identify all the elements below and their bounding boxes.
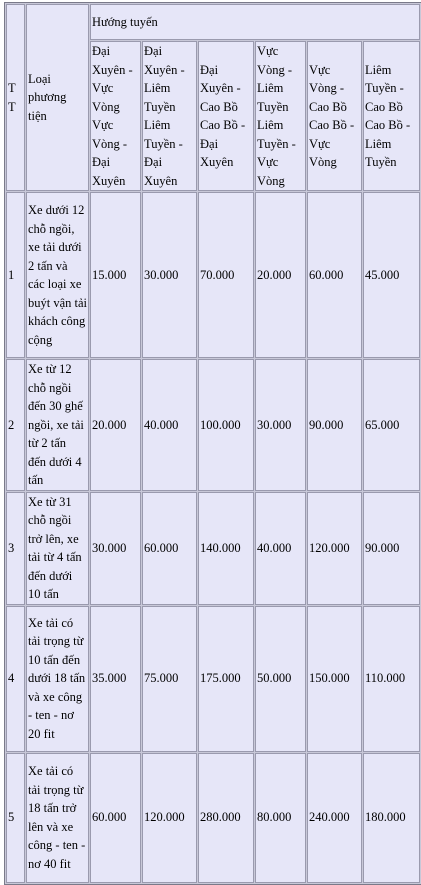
fee-cell: 140.000 [198,492,254,605]
fee-cell: 280.000 [198,753,254,883]
table-row [6,606,420,752]
row-number: 2 [6,359,25,491]
fee-cell: 90.000 [307,359,362,491]
header-route: Vực Vòng - Cao Bồ Cao Bồ - Vực Vòng [307,41,362,191]
fee-cell: 20.000 [255,192,306,358]
row-number: 1 [6,192,25,358]
fee-cell: 175.000 [198,606,254,752]
fee-cell: 120.000 [307,492,362,605]
row-number: 5 [6,753,25,883]
fee-cell: 60.000 [142,492,197,605]
vehicle-type-cell: Xe tải có tải trọng từ 10 tấn đến dưới 18 tấn và xe công - ten - nơ 20 fit [26,606,89,752]
fee-cell: 80.000 [255,753,306,883]
fee-cell: 15.000 [90,192,141,358]
fee-cell: 30.000 [255,359,306,491]
fee-cell: 45.000 [363,192,420,358]
header-row-1 [6,4,420,40]
vehicle-type-cell: Xe dưới 12 chỗ ngồi, xe tải dưới 2 tấn và các loại xe buýt vận tải khách công cộng [26,192,89,358]
vehicle-type-cell: Xe từ 31 chỗ ngồi trở lên, xe tải từ 4 tấn đến dưới 10 tấn [26,492,89,605]
table-row [6,753,420,883]
header-vehicle-type: Loại phương tiện [26,4,89,191]
header-tt: TT [6,4,25,191]
header-route: Đại Xuyên - Vực Vòng Vực Vòng - Đại Xuyên [90,41,141,191]
table-row [6,359,420,491]
fee-cell: 180.000 [363,753,420,883]
fee-cell: 60.000 [90,753,141,883]
header-route: Đại Xuyên - Liêm Tuyền Liêm Tuyền - Đại Xuyên [142,41,197,191]
vehicle-type-cell: Xe tải có tải trọng từ 18 tấn trở lên và xe công - ten - nơ 40 fit [26,753,89,883]
fee-cell: 50.000 [255,606,306,752]
fee-cell: 40.000 [142,359,197,491]
fee-cell: 30.000 [90,492,141,605]
header-routes-group: Hướng tuyến [90,4,420,40]
fee-cell: 30.000 [142,192,197,358]
vehicle-type-cell: Xe từ 12 chỗ ngồi đến 30 ghế ngồi, xe tải từ 2 tấn đến dưới 4 tấn [26,359,89,491]
fee-cell: 90.000 [363,492,420,605]
table-row [6,492,420,605]
fee-cell: 40.000 [255,492,306,605]
fee-cell: 35.000 [90,606,141,752]
fee-cell: 120.000 [142,753,197,883]
fee-cell: 70.000 [198,192,254,358]
fee-cell: 240.000 [307,753,362,883]
fee-cell: 110.000 [363,606,420,752]
header-route: Vực Vòng - Liêm Tuyền Liêm Tuyền - Vực Vòng [255,41,306,191]
header-route: Liêm Tuyền - Cao Bồ Cao Bồ - Liêm Tuyền [363,41,420,191]
fee-cell: 65.000 [363,359,420,491]
fee-cell: 100.000 [198,359,254,491]
fee-cell: 20.000 [90,359,141,491]
fee-cell: 75.000 [142,606,197,752]
fee-cell: 60.000 [307,192,362,358]
table-row [6,192,420,358]
row-number: 4 [6,606,25,752]
fee-cell: 150.000 [307,606,362,752]
toll-fee-table [4,2,421,885]
row-number: 3 [6,492,25,605]
header-route: Đại Xuyên - Cao Bồ Cao Bồ - Đại Xuyên [198,41,254,191]
